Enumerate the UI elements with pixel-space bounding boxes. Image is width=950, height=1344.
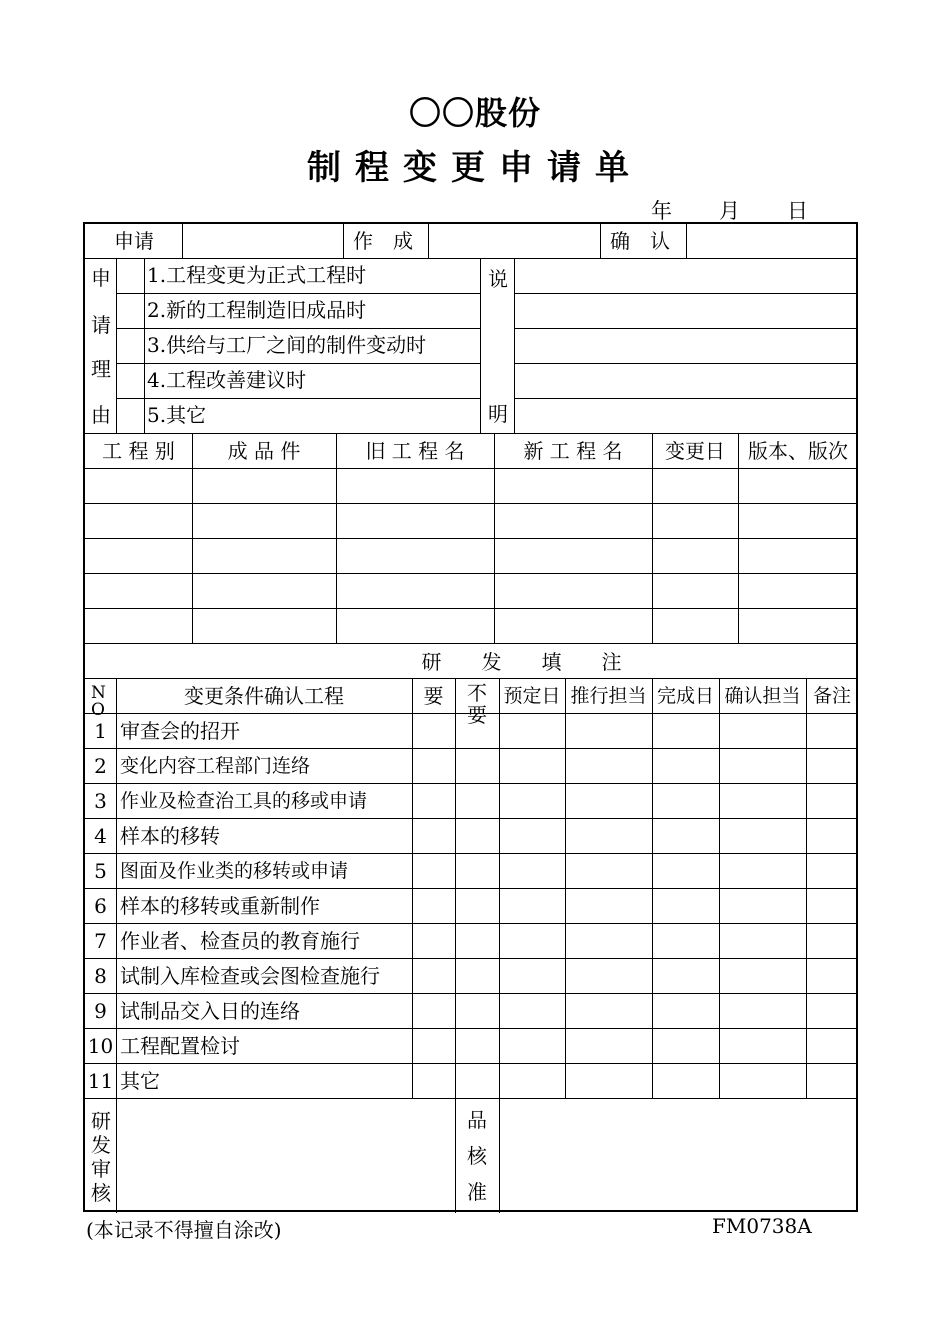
row-no: 11 [87, 1069, 114, 1093]
row-no: 9 [94, 999, 107, 1023]
date-month-label: 月 [719, 199, 740, 223]
confirm-label: 确 认 [610, 229, 670, 253]
approve-label-char: 准 [467, 1180, 487, 1204]
reason-item: 3.供给与工厂之间的制件变动时 [147, 333, 427, 357]
col-header-process-type: 工 程 别 [102, 439, 175, 463]
reason-label-char: 理 [91, 357, 111, 381]
made-by-label: 作 成 [353, 229, 413, 253]
review-label-char: 发 [91, 1133, 111, 1157]
footer-note: (本记录不得擅自涂改) [86, 1218, 282, 1242]
required-header: 要 [423, 684, 444, 708]
reason-label-char: 由 [91, 403, 111, 427]
confirm-person-header: 确认担当 [724, 685, 801, 707]
rd-section-title: 研 发 填 注 [421, 650, 622, 674]
approve-label-char: 品 [467, 1108, 487, 1132]
row-no: 1 [94, 719, 107, 743]
reason-item: 5.其它 [147, 403, 207, 427]
review-label-char: 研 [91, 1109, 111, 1133]
col-header-change-date: 变更日 [665, 439, 725, 463]
row-condition: 图面及作业类的移转或申请 [120, 860, 349, 882]
row-condition: 其它 [120, 1069, 160, 1093]
row-condition: 作业及检查治工具的移或申请 [120, 790, 368, 812]
form-table [83, 222, 858, 1212]
row-condition: 审查会的招开 [120, 719, 240, 743]
remark-header: 备注 [812, 685, 851, 707]
review-label-char: 审 [91, 1157, 111, 1181]
apply-label: 申请 [114, 229, 154, 253]
col-header-finished-part: 成 品 件 [227, 439, 301, 463]
row-no: 7 [94, 929, 107, 953]
row-no: 4 [94, 824, 107, 848]
condition-header: 变更条件确认工程 [184, 684, 344, 708]
approve-label-char: 核 [467, 1144, 487, 1168]
reason-item: 1.工程变更为正式工程时 [147, 263, 367, 287]
row-condition: 变化内容工程部门连络 [120, 755, 311, 777]
row-condition: 样本的移转或重新制作 [120, 894, 320, 918]
row-no: 2 [94, 754, 107, 778]
explain-label-bottom: 明 [488, 402, 508, 426]
form-title: 制程变更申请单 [307, 148, 643, 188]
reason-label-char: 申 [91, 266, 111, 290]
col-header-version: 版本、版次 [748, 439, 848, 463]
no-header: NO [91, 683, 106, 720]
row-no: 8 [94, 964, 107, 988]
col-header-new-process: 新 工 程 名 [523, 439, 623, 463]
row-condition: 试制品交入日的连络 [120, 999, 300, 1023]
row-condition: 工程配置检讨 [120, 1034, 240, 1058]
form-number: FM0738A [712, 1214, 812, 1238]
row-condition: 样本的移转 [120, 824, 220, 848]
row-no: 5 [94, 859, 107, 883]
company-name: 〇〇股份 [408, 94, 541, 132]
row-no: 3 [94, 789, 107, 813]
reason-item: 2.新的工程制造旧成品时 [147, 298, 367, 322]
explain-label-top: 说 [488, 267, 508, 291]
col-header-old-process: 旧 工 程 名 [365, 439, 465, 463]
date-year-label: 年 [651, 199, 672, 223]
row-no: 6 [94, 894, 107, 918]
row-condition: 作业者、检查员的教育施行 [120, 929, 360, 953]
not-required-header [457, 681, 497, 727]
reason-label-char: 请 [91, 313, 111, 337]
person-header: 推行担当 [570, 685, 647, 707]
row-no: 10 [87, 1034, 114, 1058]
row-condition: 试制入库检查或会图检查施行 [120, 964, 380, 988]
reason-item: 4.工程改善建议时 [147, 368, 307, 392]
done-date-header: 完成日 [656, 685, 714, 707]
not-required-text: 不要 [467, 681, 487, 727]
plan-date-header: 预定日 [503, 685, 561, 707]
date-day-label: 日 [787, 199, 808, 223]
review-label-char: 核 [91, 1181, 111, 1205]
